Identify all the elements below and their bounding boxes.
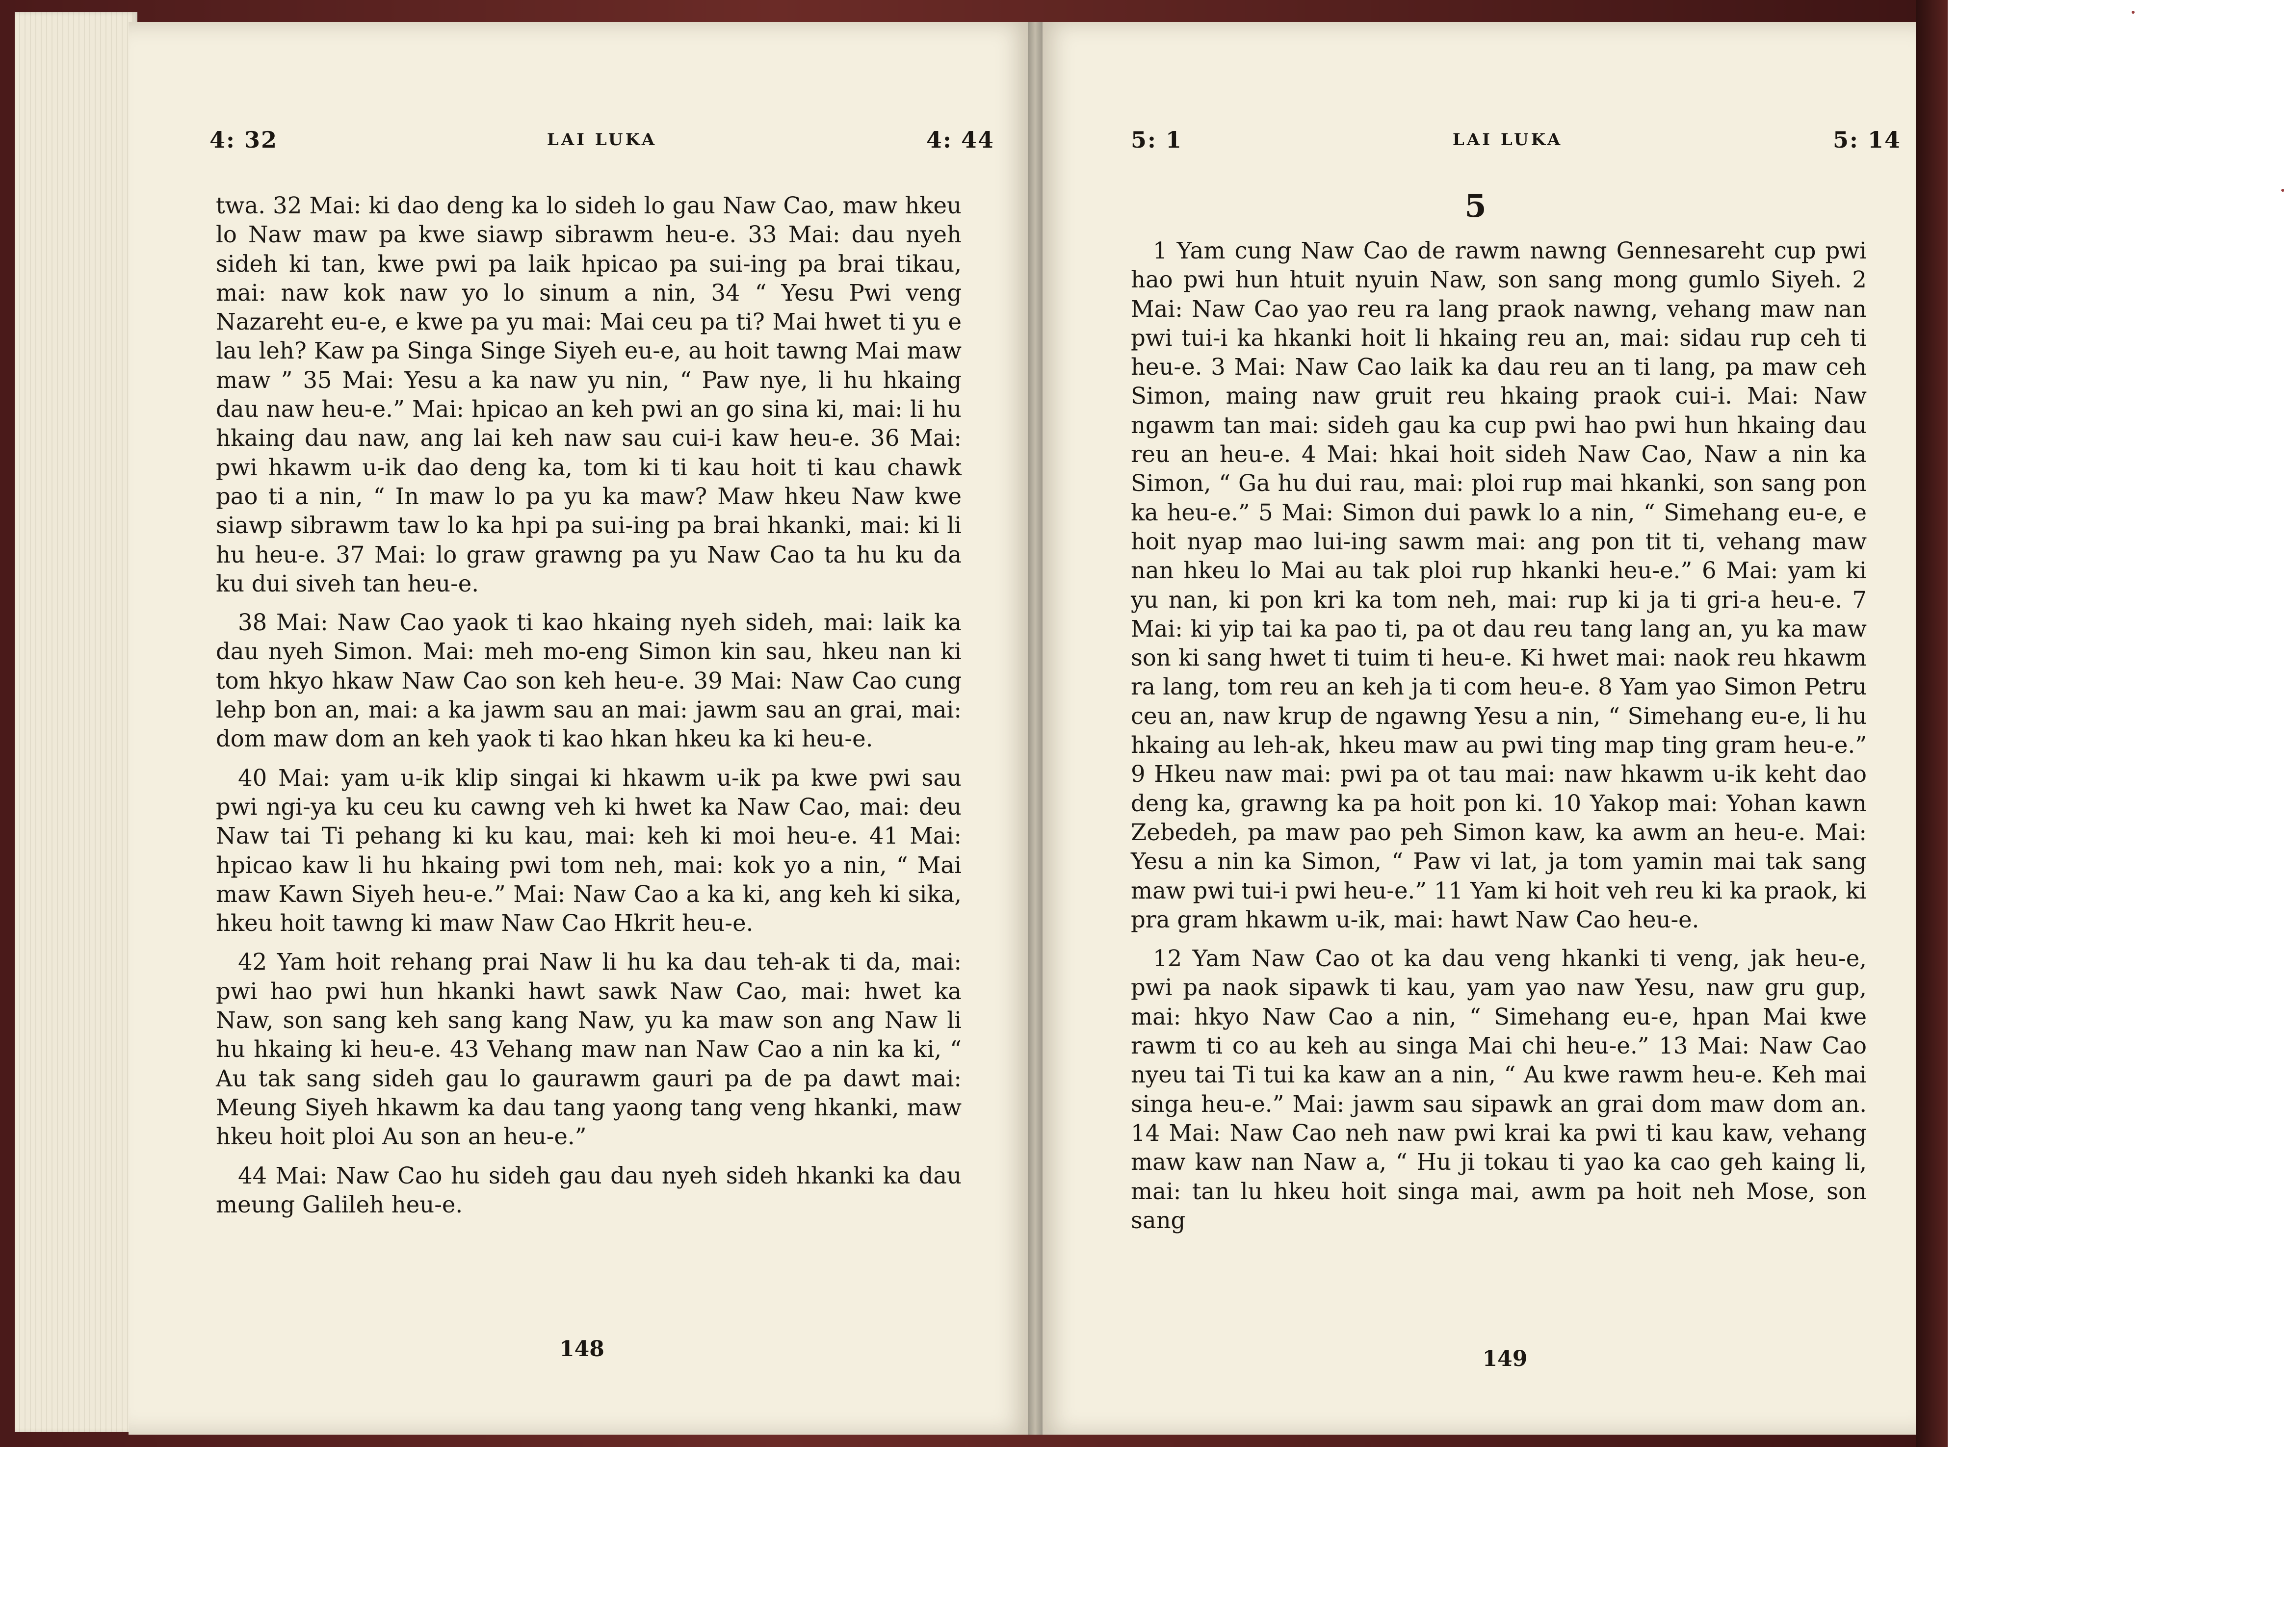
left-page-number: 148 [559,1337,604,1362]
paragraph: 12 Yam Naw Cao ot ka dau veng hkanki ti veng, jak heu-e, pwi pa naok sipawk ti kau, yam yao naw Yesu, naw gru gup, mai: hkyo Naw Cao a nin, “ Simehang eu-e, hpan Mai kwe rawm ti co au keh au singa Mai chi heu-e.” 13 Mai: Naw Cao nyeu tai Ti tui ka kaw an a nin, “ Au kwe rawm heu-e. Keh mai singa heu-e.” Mai: jawm sau sipawk an grai dom maw dom an. 14 Mai: Naw Cao neh naw pwi krai ka pwi ti kau kaw, vehang maw kaw nan Naw a, “ Hu ji tokau ti yao ka cao geh kaing li, mai: tan lu hkeu hoit singa mai, awm pa hoit neh Mose, son sang [1131,945,1867,1234]
left-running-head [209,120,994,159]
paragraph: 44 Mai: Naw Cao hu sideh gau dau nyeh sideh hkanki ka dau meung Galileh heu-e. [216,1162,962,1218]
paragraph: 38 Mai: Naw Cao yaok ti kao hkaing nyeh sideh, mai: laik ka dau nyeh Simon. Mai: meh mo-eng Simon kin sau, hkeu nan ki tom hkyo hkaw Naw Cao son keh heu-e. 39 Mai: Naw Cao cung lehp bon an, mai: a ka jawm sau an mai: jawm sau an grai, mai: dom maw dom an keh yaok ti kao hkan hkeu ka ki heu-e. [216,609,962,752]
right-book-title: LAI LUKA [1452,130,1563,150]
book-gutter [1028,22,1043,1435]
left-ref-end: 4: 44 [926,127,994,153]
left-page [129,22,1035,1435]
chapter-number: 5 [1464,188,1487,225]
book-cover-edge [1916,0,1948,1447]
right-body-text [1131,236,1867,1245]
right-page-number: 149 [1482,1346,1528,1371]
scan-speck [2281,189,2284,192]
left-ref-start: 4: 32 [209,127,278,153]
scan-speck [2132,11,2135,14]
page-edges [15,12,137,1432]
paragraph: twa. 32 Mai: ki dao deng ka lo sideh lo gau Naw Cao, maw hkeu lo Naw maw pa kwe siawp sibrawm heu-e. 33 Mai: dau nyeh sideh ki tan, kwe pwi pa laik hpicao pa sui-ing pa brai tikau, mai: naw kok naw yo lo sinum a nin, 34 “ Yesu Pwi veng Nazareht eu-e, e kwe pa yu mai: Mai ceu pa ti? Mai hwet ti yu e lau leh? Kaw pa Singa Singe Siyeh eu-e, au hoit tawng Mai maw maw ” 35 Mai: Yesu a ka naw yu nin, “ Paw nye, li hu hkaing dau naw heu-e.” Mai: hpicao an keh pwi an go sina ki, mai: li hu hkaing dau naw, ang lai keh naw sau cui-i kaw heu-e. 36 Mai: pwi hkawm u-ik dao deng ka, tom ki ti kau hoit ti kau chawk pao ti a nin, “ In maw lo pa yu ka maw? Maw hkeu Naw kwe siawp sibrawm taw lo ka hpi pa sui-ing pa brai hkanki, mai: ki li hu heu-e. 37 Mai: lo graw grawng pa yu Naw Cao ta hu ku da ku dui siveh tan heu-e. [216,192,962,597]
paragraph: 42 Yam hoit rehang prai Naw li hu ka dau teh-ak ti da, mai: pwi hao pwi hun hkanki hawt sawk Naw Cao, mai: hwet ka Naw, son sang keh sang kang Naw, yu ka maw son ang Naw li hu hkaing ki heu-e. 43 Vehang maw nan Naw Cao a nin ka ki, “ Au tak sang sideh gau lo gaurawm gauri pa de pa dawt mai: Meung Siyeh hkawm ka dau tang yaong tang veng hkanki, maw hkeu hoit ploi Au son an heu-e.” [216,949,962,1150]
paragraph: 1 Yam cung Naw Cao de rawm nawng Gennesareht cup pwi hao pwi hun htuit nyuin Naw, son sang mong gumlo Siyeh. 2 Mai: Naw Cao yao reu ra lang praok nawng, vehang maw nan pwi tui-i ka hkanki hoit li hkaing reu an, mai: sidau rup ceh ti heu-e. 3 Mai: Naw Cao laik ka dau reu an ti lang, pa maw ceh Simon, maing naw gruit reu hkaing praok cui-i. Mai: Naw ngawm tan mai: sideh gau ka cup pwi hao pwi hun hkaing dau reu an heu-e. 4 Mai: hkai hoit sideh Naw Cao, Naw a nin ka Simon, “ Ga hu dui rau, mai: ploi rup mai hkanki, son sang pon ka heu-e.” 5 Mai: Simon dui pawk lo a nin, “ Simehang eu-e, e hoit nyap mao lui-ing sawm mai: ang pon tit ti, vehang maw nan hkeu lo Mai au tak ploi rup hkanki heu-e.” 6 Mai: yam ki yu nan, ki pon kri ka tom neh, mai: rup ki ja ti gri-a heu-e. 7 Mai: ki yip tai ka pao ti, pa ot dau reu tang lang an, yu ka maw son ki sang hwet ti tuim ti heu-e. Ki hwet mai: naok reu hkawm ra lang, tom reu an keh ja ti com heu-e. 8 Yam yao Simon Petru ceu an, naw krup de ngawng Yesu a nin, “ Simehang eu-e, li hu hkaing au leh-ak, hkeu maw au pwi ting map ting gram heu-e.” 9 Hkeu naw mai: pwi pa ot tau mai: naw hkawm u-ik keht dao deng ka, grawng ka pa hoit pon ki. 10 Yakop mai: Yohan kawn Zebedeh, pa maw pao peh Simon kaw, ka awm an heu-e. Mai: Yesu a nin ka Simon, “ Paw vi lat, ja tom yamin mai tak sang maw pwi tui-i pwi heu-e.” 11 Yam ki hoit veh reu ki ka praok, ki pra gram hkawm u-ik, mai: hawt Naw Cao heu-e. [1131,237,1867,933]
right-ref-start: 5: 1 [1131,127,1183,153]
right-running-head [1131,120,1901,159]
paragraph: 40 Mai: yam u-ik klip singai ki hkawm u-ik pa kwe pwi sau pwi ngi-ya ku ceu ku cawng veh ki hwet ka Naw Cao, mai: deu Naw tai Ti pehang ki ku kau, mai: keh ki moi heu-e. 41 Mai: hpicao kaw li hu hkaing pwi tom neh, mai: kok yo a nin, “ Mai maw Kawn Siyeh heu-e.” Mai: Naw Cao a ka ki, ang keh ki sika, hkeu hoit tawng ki maw Naw Cao Hkrit heu-e. [216,764,962,937]
right-page [1035,22,1916,1435]
left-book-title: LAI LUKA [547,130,657,150]
right-ref-end: 5: 14 [1832,127,1901,153]
left-body-text [216,191,962,1229]
